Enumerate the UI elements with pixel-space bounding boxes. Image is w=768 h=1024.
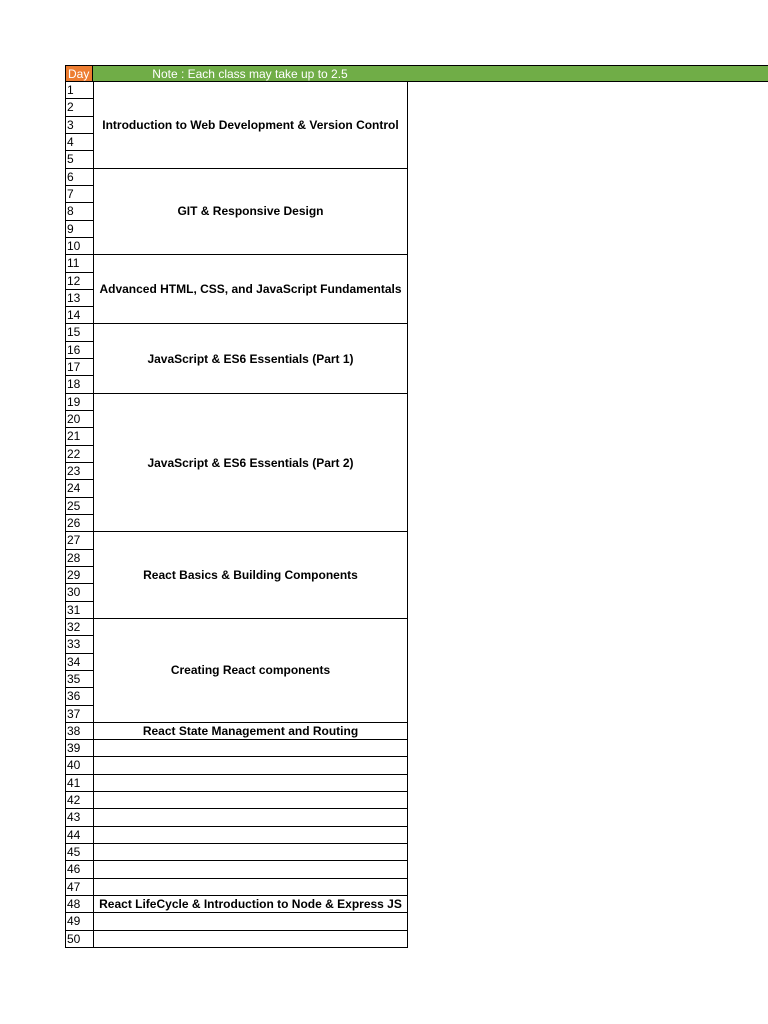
- day-cell[interactable]: 16: [65, 342, 93, 359]
- empty-topic-cell[interactable]: [93, 913, 408, 930]
- day-cell[interactable]: 5: [65, 151, 93, 168]
- day-cell[interactable]: 3: [65, 117, 93, 134]
- empty-topic-cell[interactable]: [93, 757, 408, 774]
- topic-label: JavaScript & ES6 Essentials (Part 2): [147, 455, 354, 470]
- day-cell[interactable]: 40: [65, 757, 93, 774]
- topic-label: React State Management and Routing: [142, 723, 359, 738]
- topic-label: Creating React components: [170, 663, 331, 678]
- day-cell[interactable]: 10: [65, 238, 93, 255]
- day-cell[interactable]: 11: [65, 255, 93, 272]
- day-cell[interactable]: 30: [65, 584, 93, 601]
- day-cell[interactable]: 45: [65, 844, 93, 861]
- day-cell[interactable]: 49: [65, 913, 93, 930]
- day-cell[interactable]: 14: [65, 307, 93, 324]
- day-cell[interactable]: 33: [65, 636, 93, 653]
- day-cell[interactable]: 31: [65, 602, 93, 619]
- empty-topic-cell[interactable]: [93, 792, 408, 809]
- day-cell[interactable]: 9: [65, 221, 93, 238]
- day-cell[interactable]: 19: [65, 394, 93, 411]
- empty-topic-cell[interactable]: [93, 809, 408, 826]
- day-cell[interactable]: 37: [65, 706, 93, 723]
- day-cell[interactable]: 18: [65, 376, 93, 393]
- topic-cell[interactable]: [93, 82, 408, 169]
- topic-label: JavaScript & ES6 Essentials (Part 1): [147, 351, 354, 366]
- topic-label: Advanced HTML, CSS, and JavaScript Fundamentals: [99, 282, 402, 297]
- empty-topic-cell[interactable]: [93, 931, 408, 948]
- day-cell[interactable]: 29: [65, 567, 93, 584]
- day-cell[interactable]: 4: [65, 134, 93, 151]
- day-cell[interactable]: 17: [65, 359, 93, 376]
- empty-topic-cell[interactable]: [93, 775, 408, 792]
- day-cell[interactable]: 6: [65, 169, 93, 186]
- note-header-cell[interactable]: [93, 65, 768, 82]
- day-cell[interactable]: 34: [65, 654, 93, 671]
- empty-topic-cell[interactable]: [93, 879, 408, 896]
- empty-topic-cell[interactable]: [93, 740, 408, 757]
- topic-label: GIT & Responsive Design: [177, 204, 324, 219]
- day-cell[interactable]: 44: [65, 827, 93, 844]
- topic-cell[interactable]: [93, 394, 408, 533]
- day-header-label: Day: [68, 67, 90, 81]
- day-cell[interactable]: 7: [65, 186, 93, 203]
- day-cell[interactable]: 46: [65, 861, 93, 878]
- empty-topic-cell[interactable]: [93, 827, 408, 844]
- day-cell[interactable]: 42: [65, 792, 93, 809]
- topic-label: React Basics & Building Components: [143, 568, 358, 583]
- day-cell[interactable]: 13: [65, 290, 93, 307]
- day-cell[interactable]: 22: [65, 446, 93, 463]
- day-cell[interactable]: 36: [65, 688, 93, 705]
- day-header-cell[interactable]: [65, 65, 93, 82]
- topic-cell[interactable]: [93, 619, 408, 723]
- day-cell[interactable]: 23: [65, 463, 93, 480]
- day-cell[interactable]: 24: [65, 480, 93, 497]
- day-cell[interactable]: 26: [65, 515, 93, 532]
- day-cell[interactable]: 25: [65, 498, 93, 515]
- day-cell[interactable]: 8: [65, 203, 93, 220]
- day-cell[interactable]: 15: [65, 324, 93, 341]
- empty-topic-cell[interactable]: [93, 861, 408, 878]
- day-cell[interactable]: 50: [65, 931, 93, 948]
- topic-cell[interactable]: [93, 896, 408, 913]
- day-cell[interactable]: 38: [65, 723, 93, 740]
- note-header-text: Note : Each class may take up to 2.5: [152, 67, 348, 81]
- topic-cell[interactable]: [93, 723, 408, 740]
- topic-label: Introduction to Web Development & Version Control: [102, 117, 399, 132]
- day-cell[interactable]: 27: [65, 532, 93, 549]
- day-cell[interactable]: 21: [65, 428, 93, 445]
- day-cell[interactable]: 35: [65, 671, 93, 688]
- topic-cell[interactable]: [93, 324, 408, 393]
- day-cell[interactable]: 47: [65, 879, 93, 896]
- day-cell[interactable]: 43: [65, 809, 93, 826]
- topic-cell[interactable]: [93, 532, 408, 619]
- day-cell[interactable]: 2: [65, 99, 93, 116]
- day-cell[interactable]: 32: [65, 619, 93, 636]
- day-cell[interactable]: 12: [65, 273, 93, 290]
- day-cell[interactable]: 1: [65, 82, 93, 99]
- day-cell[interactable]: 20: [65, 411, 93, 428]
- topic-label: React LifeCycle & Introduction to Node & Express JS: [99, 897, 402, 912]
- topic-cell[interactable]: [93, 169, 408, 256]
- day-cell[interactable]: 28: [65, 550, 93, 567]
- empty-topic-cell[interactable]: [93, 844, 408, 861]
- day-cell[interactable]: 48: [65, 896, 93, 913]
- day-cell[interactable]: 41: [65, 775, 93, 792]
- topic-cell[interactable]: [93, 255, 408, 324]
- day-cell[interactable]: 39: [65, 740, 93, 757]
